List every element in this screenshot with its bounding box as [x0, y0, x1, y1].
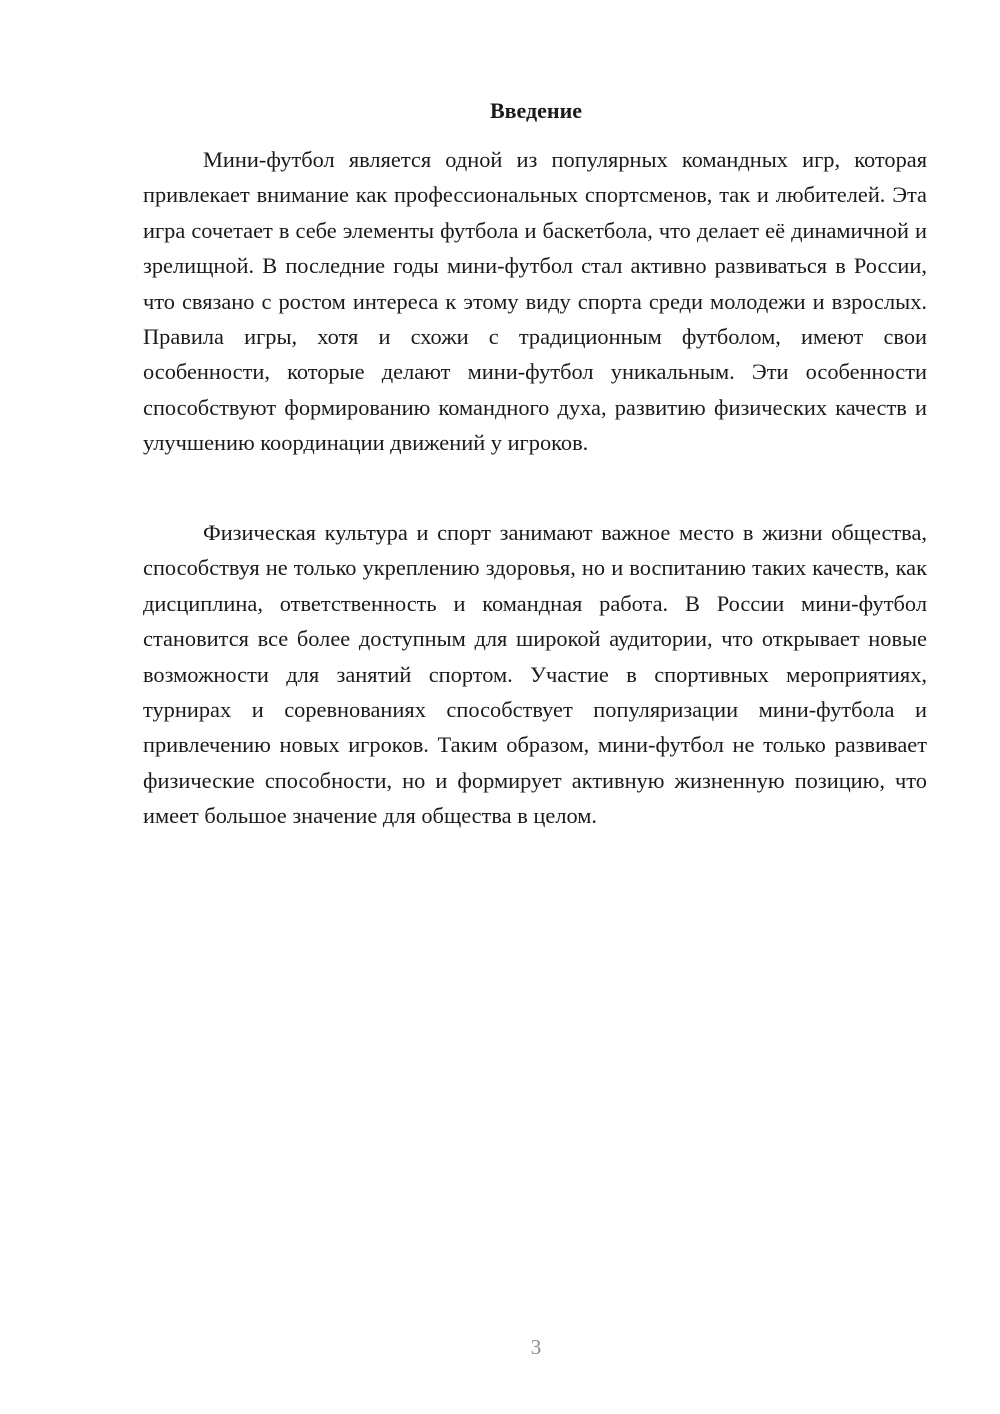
body-paragraph-2: Физическая культура и спорт занимают важное место в жизни общества, способствуя не только укреплению здоровья, но и воспитанию таких качеств, как дисциплина, ответственность и командная работа. В России мини-футбол становится все более доступным для широкой аудитории, что открывает новые возможности для занятий спортом. Участие в спортивных мероприятиях, турнирах и соревнованиях способствует популяризации мини-футбола и привлечению новых игроков. Таким образом, мини-футбол не только развивает физические способности, но и формирует активную жизненную позицию, что имеет большое значение для общества в целом. — [143, 520, 927, 829]
body-paragraph-1: Мини-футбол является одной из популярных командных игр, которая привлекает внимание как профессиональных спортсменов, так и любителей. Эта игра сочетает в себе элементы футбола и баскетбола, что делает её динамичной и зрелищной. В последние годы мини-футбол стал активно развиваться в России, что связано с ростом интереса к этому виду спорта среди молодежи и взрослых. Правила игры, хотя и схожи с традиционным футболом, имеют свои особенности, которые делают мини-футбол уникальным. Эти особенности способствуют формированию командного духа, развитию физических качеств и улучшению координации движений у игроков. — [143, 147, 927, 456]
page-number: 3 — [530, 1335, 542, 1359]
section-heading: Введение — [489, 98, 583, 123]
